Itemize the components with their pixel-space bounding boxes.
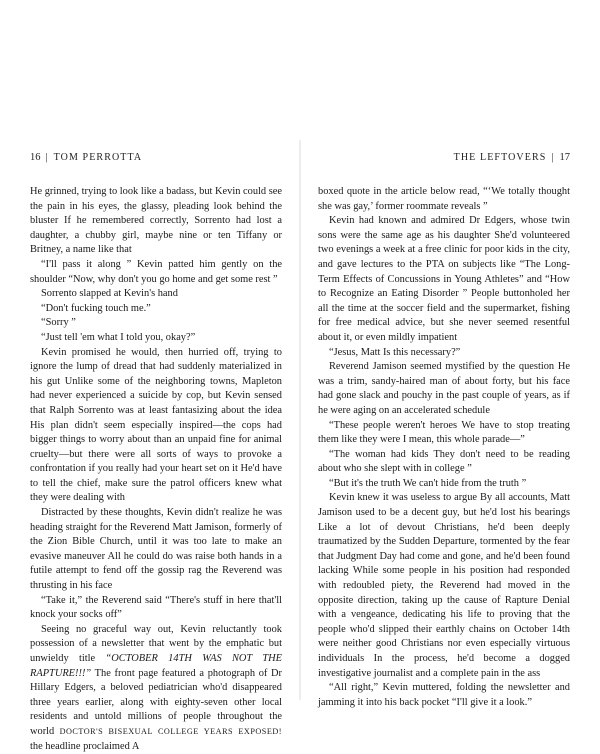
- paragraph: Kevin had known and admired Dr Edgers, whose twin sons were the same age as his daughter She'd volunteered two evenings a week at a free clinic for poor kids in the city, and gave lectures to the PTA on subjects like “The Long-Term Effects of Concussions in Young Athletes” and “How to Recognize an Eating Disorder ” People buttonholed her all the time at the soccer field and the supermarket, fishing for free medical advice, but she never seemed resentful about it, or even mildly impatient: [318, 215, 570, 343]
- paragraph-text: the headline proclaimed A: [30, 740, 140, 752]
- paragraph: Sorrento slapped at Kevin's hand: [41, 288, 178, 300]
- paragraph-text: The front page featured a photograph of Dr Hillary Edgers, a beloved pediatrician who'd disappeared three years earlier, along with eighty-seven other local residents and untold millions of people throughout the world: [30, 667, 282, 737]
- right-page: [318, 151, 570, 710]
- book-gutter: [299, 140, 301, 700]
- right-page-body: [318, 185, 570, 710]
- paragraph: “All right,” Kevin muttered, folding the newsletter and jamming it into his back pocket “I'll give it a look.”: [318, 682, 570, 708]
- paragraph: He grinned, trying to look like a badass, but Kevin could see the pain in his eyes, the glassy, pleading look behind the bluster If he remembered correctly, Sorrento had lost a daughter, a chubby girl, maybe nine or ten Tiffany or Britney, a name like that: [30, 186, 282, 256]
- paragraph: Kevin promised he would, then hurried off, trying to ignore the lump of dread that had suddenly materialized in his gut Unlike some of the neighboring towns, Mapleton had never experienced a suicide by cop, but Kevin sensed that Ralph Sorrento was at least fantasizing about the idea His plan didn't seem especially inspired—the cops had bigger things to worry about than an unpaid fine for animal cruelty—but there were all sorts of ways to provoke a confrontation if you really had your heart set on it He'd have to tell the chief, make sure the patrol officers knew what they were dealing with: [30, 346, 282, 504]
- paragraph: “Don't fucking touch me.”: [41, 302, 151, 314]
- left-page-body: [30, 185, 282, 754]
- paragraph-final: [30, 623, 282, 754]
- paragraph: boxed quote in the article below read, “‘We totally thought she was gay,’ former roommate reveals ”: [318, 186, 570, 212]
- running-head-author: TOM PERROTTA: [53, 152, 143, 163]
- paragraph-text: Seeing no graceful way out, Kevin reluctantly took possession of a newsletter that went by the emphatic but unwieldy title: [30, 623, 282, 664]
- paragraph: Kevin knew it was useless to argue By all accounts, Matt Jamison used to be a decent guy, but he'd lost his bearings Like a lot of devout Christians, he'd been deeply traumatized by the Sudden Departure, tormented by the fear that Judgment Day had come and gone, and he'd been found lacking While some people in his position had responded with redoubled piety, the Reverend had moved in the opposite direction, taking up the cause of Rapture Denial with a vengeance, dedicating his life to proving that the people who'd slipped their earthly chains on October 14th were neither good Christians nor even especially virtuous individuals In the process, he'd become a dogged investigative journalist and a complete pain in the ass: [318, 492, 570, 679]
- right-page-header: [318, 151, 570, 165]
- left-page: [30, 151, 282, 754]
- paragraph: “Sorry ”: [41, 317, 76, 329]
- right-page-number: 17: [559, 152, 570, 163]
- running-head-title: THE LEFTOVERS: [453, 152, 547, 163]
- paragraph: “Take it,” the Reverend said “There's stuff in here that'll knock your socks off”: [30, 594, 282, 621]
- paragraph: “But it's the truth We can't hide from the truth ”: [329, 477, 527, 489]
- paragraph: “Just tell 'em what I told you, okay?”: [41, 331, 196, 343]
- paragraph: “The woman had kids They don't need to be reading about who she slept with in college ”: [318, 448, 570, 475]
- paragraph: Reverend Jamison seemed mystified by the question He was a trim, sandy-haired man of about forty, but his face had gone slack and pouchy in the past couple of years, as if he were aging on an accelerated schedule: [318, 361, 570, 416]
- paragraph: “Jesus, Matt Is this necessary?”: [329, 346, 461, 358]
- paragraph: Distracted by these thoughts, Kevin didn't realize he was heading straight for the Reverend Matt Jamison, formerly of the Zion Bible Church, until it was too late to make an evasive maneuver All he could do was raise both hands in a futile attempt to fend off the gossip rag the Reverend was thrusting in his face: [30, 507, 282, 592]
- paragraph: “I'll pass it along ” Kevin patted him gently on the shoulder “Now, why don't you go home and get some rest ”: [30, 258, 282, 285]
- header-separator: |: [551, 152, 555, 163]
- newsletter-headline: DOCTOR'S BISEXUAL COLLEGE YEARS EXPOSED!: [59, 726, 282, 736]
- newsletter-title: “OCTOBER 14TH WAS NOT THE RAPTURE!!!”: [30, 653, 282, 679]
- header-separator: |: [45, 152, 49, 163]
- paragraph: “These people weren't heroes We have to stop treating them like they were I mean, this whole parade—”: [318, 419, 570, 446]
- left-page-header: [30, 151, 282, 165]
- left-page-number: 16: [30, 152, 41, 163]
